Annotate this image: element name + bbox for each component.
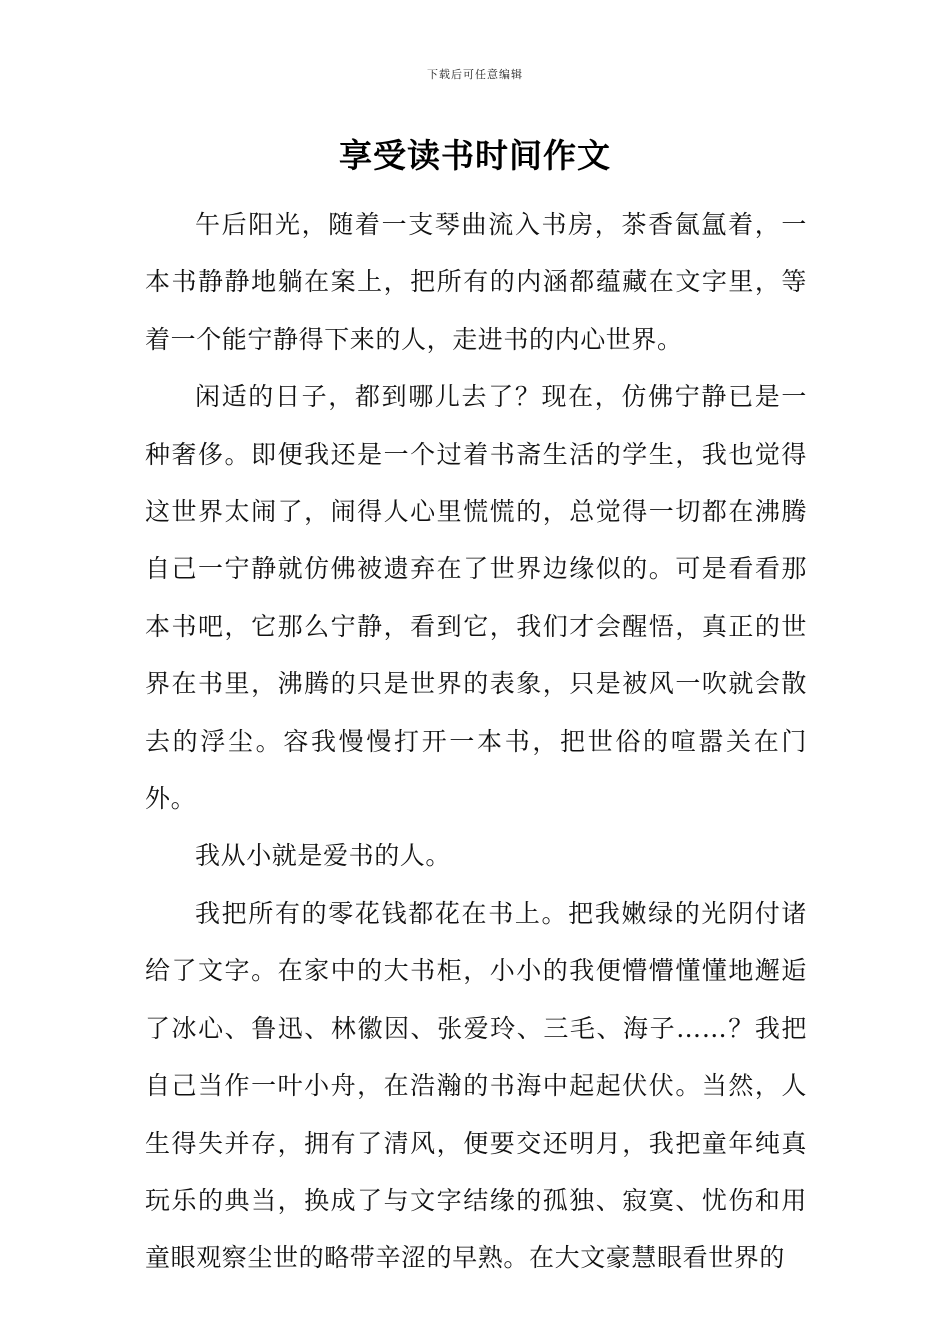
article-body xyxy=(145,196,807,1287)
page-title: 享受读书时间作文 xyxy=(339,136,611,175)
header-note: 下载后可任意编辑 xyxy=(427,68,523,81)
paragraph-4: 我把所有的零花钱都花在书上。把我嫩绿的光阴付诸给了文字。在家中的大书柜，小小的我便懵懵懂懂地邂逅了冰心、鲁迅、林徽因、张爱玲、三毛、海子……？我把自己当作一叶小舟，在浩瀚的书海中起起伏伏。当然，人生得失并存，拥有了清风，便要交还明月，我把童年纯真玩乐的典当，换成了与文字结缘的孤独、寂寞、忧伤和用童眼观察尘世的略带辛涩的早熟。在大文豪慧眼看世界的 xyxy=(145,898,807,1273)
paragraph-3: 我从小就是爱书的人。 xyxy=(195,841,452,871)
paragraph-2: 闲适的日子，都到哪儿去了？现在，仿佛宁静已是一种奢侈。即便我还是一个过着书斋生活的学生，我也觉得这世界太闹了，闹得人心里慌慌的，总觉得一切都在沸腾自己一宁静就仿佛被遗弃在了世界边缘似的。可是看看那本书吧，它那么宁静，看到它，我们才会醒悟，真正的世界在书里，沸腾的只是世界的表象，只是被风一吹就会散去的浮尘。容我慢慢打开一本书，把世俗的喧嚣关在门外。 xyxy=(145,382,807,814)
paragraph-1: 午后阳光，随着一支琴曲流入书房，茶香氤氲着，一本书静静地躺在案上，把所有的内涵都蕴藏在文字里，等着一个能宁静得下来的人，走进书的内心世界。 xyxy=(145,210,807,354)
